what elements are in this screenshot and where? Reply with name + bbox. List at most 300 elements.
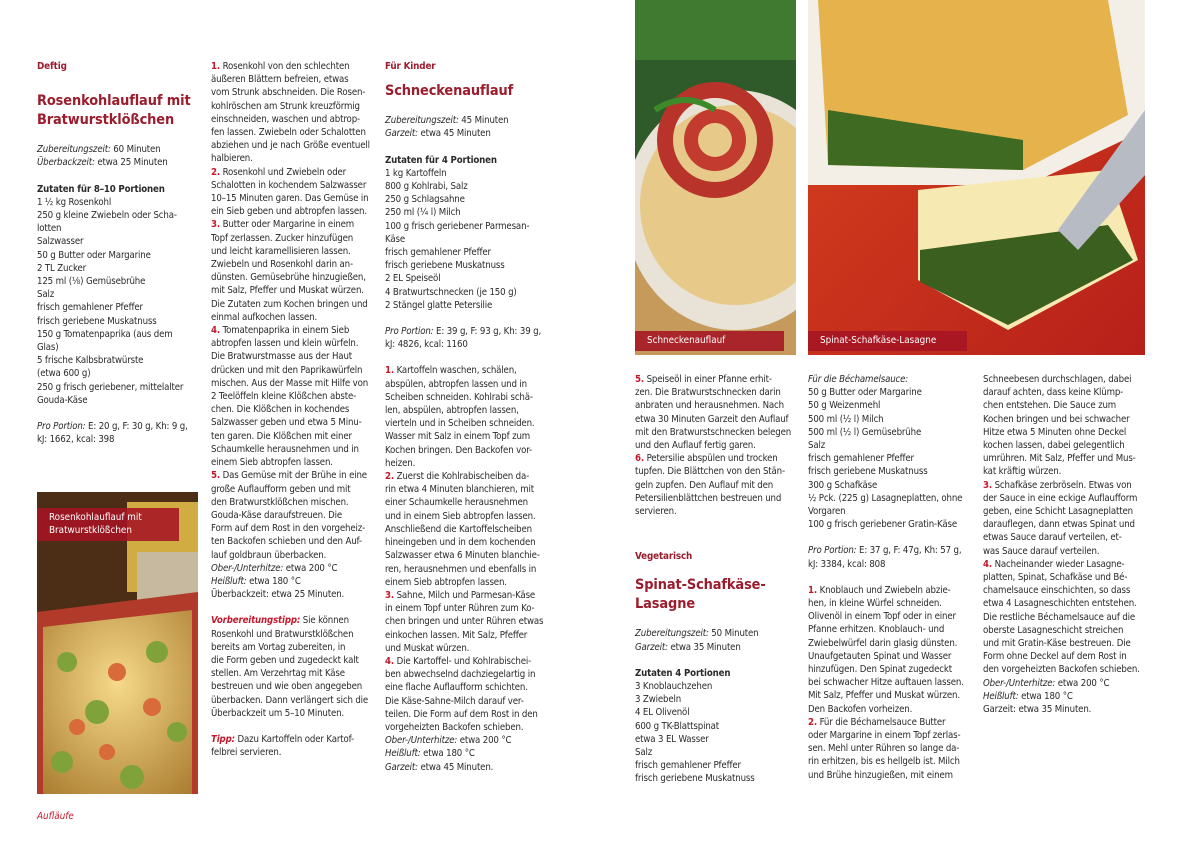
recipe3-step2-continued bbox=[983, 373, 1148, 479]
step-line: eine flache Auflaufform schichten. bbox=[385, 682, 528, 694]
recipe3-title-line: Spinat-Schafkäse- bbox=[635, 577, 766, 594]
step-line: chen bringen und unter Rühren etwas bbox=[385, 616, 544, 628]
step-line: anbraten und herausnehmen. Nach bbox=[635, 400, 784, 412]
ingredient-item: frisch geriebene Muskatnuss bbox=[635, 773, 755, 785]
step-line: 2 Teelöffeln kleine Klößchen abste- bbox=[211, 391, 357, 403]
step-line: hinzufügen. Den Spinat zugedeckt bbox=[808, 664, 952, 676]
step-line: was Sauce darauf verteilen. bbox=[983, 545, 1100, 557]
time-label: Zubereitungszeit: bbox=[37, 144, 111, 156]
ingredient-item: 2 Stängel glatte Petersilie bbox=[385, 299, 493, 311]
step-line: bei schwacher Hitze auftauen lassen. bbox=[808, 677, 964, 689]
step-line: dünsten. Gemüsebrühe hinzugießen, bbox=[211, 272, 366, 284]
step-line: einschneiden, waschen und abtrop- bbox=[211, 113, 360, 125]
time-label: Garzeit: bbox=[635, 641, 668, 653]
step-number: 2. bbox=[385, 471, 394, 483]
recipe3-steps bbox=[808, 584, 973, 782]
caption-lasagne: Spinat-Schafkäse-Lasagne bbox=[808, 331, 967, 351]
tip-line: felbrei servieren. bbox=[211, 747, 282, 759]
step-line: chen. Die Klößchen in kochendes bbox=[211, 404, 350, 416]
step-line: heizen. bbox=[385, 457, 416, 469]
column-5 bbox=[808, 373, 973, 782]
ingredient-item: ½ Pck. (225 g) Lasagneplatten, ohne bbox=[808, 492, 963, 504]
ingredient-item: 2 EL Speiseöl bbox=[385, 273, 441, 285]
step-line bbox=[211, 469, 376, 482]
step-line: Schalotten in kochendem Salzwasser bbox=[211, 179, 367, 191]
tip-text: Dazu Kartoffeln oder Kartof- bbox=[234, 733, 354, 745]
step-line: den vorgeheizten Backofen schieben. bbox=[983, 664, 1140, 676]
step-line: darauf achten, dass keine Klümp- bbox=[983, 387, 1124, 399]
step-line: Schaumkelle herausnehmen und in bbox=[211, 443, 359, 455]
ingredient-item: 100 g frisch geriebener Gratin-Käse bbox=[808, 519, 958, 531]
step-line: Salzwasser geben und etwa 5 Minu- bbox=[211, 417, 362, 429]
step-number: 1. bbox=[385, 365, 394, 377]
recipe2-category: Für Kinder bbox=[385, 61, 436, 72]
step-line bbox=[808, 716, 973, 729]
oven-line bbox=[211, 575, 376, 588]
ingredient-item: 125 ml (⅛) Gemüsebrühe bbox=[37, 276, 146, 288]
step-number: 3. bbox=[983, 479, 992, 491]
step-text: Petersilie abspülen und trocken bbox=[644, 453, 778, 465]
step-line: der Sauce in eine eckige Auflaufform bbox=[983, 492, 1138, 504]
recipe3-cook-time bbox=[635, 641, 800, 654]
oven-label: Heißluft: bbox=[385, 748, 421, 760]
step-line bbox=[211, 166, 376, 179]
time-value: etwa 25 Minuten bbox=[94, 157, 168, 169]
step-line: platten, Spinat, Schafkäse und Bé- bbox=[983, 572, 1128, 584]
step-line: Pfanne erhitzen. Knoblauch- und bbox=[808, 624, 945, 636]
step-line: in einem Topf unter Rühren zum Ko- bbox=[385, 603, 535, 615]
ingredient-item: 300 g Schafkäse bbox=[808, 479, 878, 491]
tip-text: Sie können bbox=[300, 615, 349, 627]
tip-line bbox=[211, 614, 376, 627]
step-text: Butter oder Margarine in einem bbox=[220, 219, 355, 231]
recipe3-title-line: Lasagne bbox=[635, 596, 695, 613]
step-line: abspülen, abtropfen lassen und in bbox=[385, 378, 527, 390]
ingredient-item: frisch geriebene Muskatnuss bbox=[808, 466, 928, 478]
oven-label: Ober-/Unterhitze: bbox=[983, 677, 1056, 689]
step-line: Die Bratwurstmasse aus der Haut bbox=[211, 351, 352, 363]
photo-lasagne bbox=[808, 0, 1145, 355]
caption-schneckenauflauf: Schneckenauflauf bbox=[635, 331, 784, 351]
step-number: 3. bbox=[385, 589, 394, 601]
nutrition-line: kJ: 1662, kcal: 398 bbox=[37, 434, 115, 446]
recipe2-nutrition bbox=[385, 325, 550, 338]
step-text: Rosenkohl von den schlechten bbox=[220, 61, 350, 72]
step-line: oder Margarine in einem Topf zerlas- bbox=[808, 730, 961, 742]
step-line: große Auflaufform geben und mit bbox=[211, 483, 351, 495]
step-text: Nacheinander wieder Lasagne- bbox=[992, 558, 1125, 570]
step-line: sen. Mehl unter Rühren so lange da- bbox=[808, 743, 960, 755]
step-line: Form auf dem Rost in den vorgeheiz- bbox=[211, 523, 366, 535]
step-line: einer Schaumkelle herausnehmen bbox=[385, 497, 528, 509]
step-line: und in einem Sieb abtropfen lassen. bbox=[385, 510, 536, 522]
step-number: 1. bbox=[211, 61, 220, 72]
step-number: 2. bbox=[211, 166, 220, 178]
step-line: chen entstehen. Die Sauce zum bbox=[983, 400, 1117, 412]
step-line: rin erhitzen, bis es hellgelb ist. Milch bbox=[808, 756, 960, 768]
ingredient-item: 1 ½ kg Rosenkohl bbox=[37, 196, 112, 208]
caption-rosenkohlauflauf bbox=[37, 508, 179, 541]
ingredient-item: 3 Zwiebeln bbox=[635, 694, 682, 706]
tip-line: überbacken. Dann verlängert sich die bbox=[211, 694, 369, 706]
nutrition-label: Pro Portion: bbox=[808, 545, 857, 557]
step-line: lauf goldbraun überbacken. bbox=[211, 549, 327, 561]
time-label: Überbackzeit: bbox=[37, 157, 95, 169]
oven-value: etwa 180 °C bbox=[420, 748, 475, 760]
time-value: 60 Minuten bbox=[110, 144, 161, 156]
step-line: einem Sieb abtropfen lassen. bbox=[211, 457, 333, 469]
tip-line bbox=[211, 733, 376, 746]
ingredient-item: 800 g Kohlrabi, Salz bbox=[385, 181, 468, 193]
recipe2-title: Schneckenauflauf bbox=[385, 83, 514, 100]
oven-line bbox=[385, 761, 550, 774]
step-line: abtropfen lassen und klein würfeln. bbox=[211, 338, 359, 350]
step-number: 5. bbox=[211, 470, 220, 482]
step-line bbox=[385, 655, 550, 668]
ingredient-item: frisch geriebene Muskatnuss bbox=[385, 260, 505, 272]
step-line: Schneebesen durchschlagen, dabei bbox=[983, 374, 1132, 385]
ingredient-item: 600 g TK-Blattspinat bbox=[635, 720, 720, 732]
step-line: oberste Lasagneschicht streichen bbox=[983, 624, 1124, 636]
step-line: vom Strunk abschneiden. Die Rosen- bbox=[211, 87, 366, 99]
column-6 bbox=[983, 373, 1148, 716]
recipe1-nutrition bbox=[37, 420, 197, 433]
column-4 bbox=[635, 373, 800, 786]
step-line: halbieren. bbox=[211, 153, 253, 165]
time-value: etwa 45 Minuten bbox=[417, 128, 491, 140]
step-line: Salzwasser etwa 6 Minuten blanchie- bbox=[385, 550, 540, 562]
step-line: geln zupfen. Den Auflauf mit den bbox=[635, 479, 774, 491]
oven-value: etwa 45 Minuten. bbox=[417, 761, 494, 773]
oven-line bbox=[983, 677, 1148, 690]
oven-value: etwa 200 °C bbox=[457, 735, 512, 747]
step-line: vierteln und in Scheiben schneiden. bbox=[385, 418, 535, 430]
tip-label: Tipp: bbox=[211, 733, 235, 745]
recipe1-bake-time bbox=[37, 156, 197, 169]
step-number: 3. bbox=[211, 219, 220, 231]
time-label: Zubereitungszeit: bbox=[385, 115, 459, 127]
nutrition-line: E: 37 g, F: 47g, Kh: 57 g, bbox=[856, 545, 962, 557]
recipe2-oven bbox=[385, 734, 550, 774]
oven-line bbox=[983, 690, 1148, 703]
step-line: Hitze etwa 5 Minuten ohne Deckel bbox=[983, 426, 1127, 438]
recipe2-ingredients-heading: Zutaten für 4 Portionen bbox=[385, 154, 497, 166]
step-line: ren, herausnehmen und ebenfalls in bbox=[385, 563, 537, 575]
step-line: ein Sieb geben und abtropfen lassen. bbox=[211, 206, 367, 218]
step-line: etwa 4 Lasagneschichten entstehen. bbox=[983, 598, 1137, 610]
step-line: drücken und mit den Paprikawürfeln bbox=[211, 364, 363, 376]
ingredient-item: Salz bbox=[808, 440, 826, 452]
ingredient-item: 500 ml (½ l) Milch bbox=[808, 413, 884, 425]
step-line: Wasser mit Salz in einem Topf zum bbox=[385, 431, 531, 443]
ingredient-item: (etwa 600 g) bbox=[37, 368, 91, 380]
step-line: einem Sieb abtropfen lassen. bbox=[385, 576, 507, 588]
recipe1-steps bbox=[211, 60, 376, 562]
step-line: Den Backofen vorheizen. bbox=[808, 703, 913, 715]
step-line: umrühren. Mit Salz, Pfeffer und Mus- bbox=[983, 453, 1136, 465]
step-text: Kartoffeln waschen, schälen, bbox=[394, 365, 517, 377]
recipe1-category: Deftig bbox=[37, 61, 67, 72]
ingredient-item: 500 ml (½ l) Gemüsebrühe bbox=[808, 426, 922, 438]
time-label: Garzeit: bbox=[385, 128, 418, 140]
step-line: Kochen bringen. Den Backofen vor- bbox=[385, 444, 532, 456]
ingredient-item: Glas) bbox=[37, 342, 59, 354]
step-line: kohlröschen am Strunk kreuzförmig bbox=[211, 100, 360, 112]
oven-value: etwa 180 °C bbox=[246, 575, 301, 587]
tip-label: Vorbereitungstipp: bbox=[211, 615, 301, 627]
ingredient-item: 50 g Butter oder Margarine bbox=[808, 387, 922, 399]
ingredient-item: 2 TL Zucker bbox=[37, 262, 87, 274]
ingredient-item: Vorgaren bbox=[808, 506, 846, 518]
recipe1-oven bbox=[211, 562, 376, 602]
nutrition-line: E: 39 g, F: 93 g, Kh: 39 g, bbox=[433, 326, 542, 338]
oven-line bbox=[211, 588, 376, 601]
recipe3-nutrition bbox=[808, 544, 973, 557]
ingredient-item: 3 Knoblauchzehen bbox=[635, 681, 713, 693]
step-number: 2. bbox=[808, 716, 817, 728]
oven-label: Heißluft: bbox=[983, 690, 1019, 702]
step-text: Sahne, Milch und Parmesan-Käse bbox=[394, 589, 536, 601]
oven-label: Garzeit: bbox=[385, 761, 418, 773]
step-line: vorgeheizten Backofen schieben. bbox=[385, 721, 524, 733]
page-footer: Aufläufe bbox=[37, 811, 74, 822]
nutrition-line: E: 20 g, F: 30 g, Kh: 9 g, bbox=[85, 421, 188, 433]
photo-schneckenauflauf bbox=[635, 0, 796, 355]
ingredient-item: 250 g kleine Zwiebeln oder Scha- bbox=[37, 210, 177, 222]
step-line bbox=[983, 479, 1148, 492]
ingredient-item: lotten bbox=[37, 223, 62, 235]
step-line bbox=[211, 60, 376, 73]
ingredient-item: 150 g Tomatenpaprika (aus dem bbox=[37, 328, 173, 340]
oven-line bbox=[983, 703, 1148, 716]
recipe3-sauce-heading: Für die Béchamelsauce: bbox=[808, 374, 909, 385]
step-line: Zwiebeln und Rosenkohl darin an- bbox=[211, 259, 353, 271]
step-line: abziehen und je nach Größe eventuell bbox=[211, 140, 370, 152]
ingredient-item: 1 kg Kartoffeln bbox=[385, 167, 447, 179]
step-line: zen. Die Bratwurstschnecken darin bbox=[635, 387, 781, 399]
step-line: kochen lassen, dabei gelegentlich bbox=[983, 440, 1125, 452]
ingredient-item: Salz bbox=[37, 289, 55, 301]
oven-value: etwa 180 °C bbox=[1018, 690, 1073, 702]
step-line bbox=[211, 324, 376, 337]
time-value: 45 Minuten bbox=[458, 115, 509, 127]
step-line: Zwiebelwürfel darin glasig dünsten. bbox=[808, 637, 958, 649]
step-line: und leicht karamellisieren lassen. bbox=[211, 245, 351, 257]
step-line: Die restliche Béchamelsauce auf die bbox=[983, 611, 1136, 623]
schneckenauflauf-illustration bbox=[635, 0, 796, 355]
time-value: etwa 35 Minuten bbox=[667, 641, 741, 653]
step-line bbox=[808, 584, 973, 597]
oven-value: Überbackzeit: etwa 25 Minuten. bbox=[211, 589, 345, 601]
recipe3-prep-time bbox=[635, 627, 800, 640]
step-line: ten garen. Die Klößchen mit einer bbox=[211, 430, 352, 442]
column-2 bbox=[211, 60, 376, 759]
step-line: Die Zutaten zum Kochen bringen und bbox=[211, 298, 368, 310]
ingredient-item: 5 frische Kalbsbratwürste bbox=[37, 355, 144, 367]
step-line: und mit Gratin-Käse bestreuen. Die bbox=[983, 638, 1131, 650]
recipe3-steps-continued bbox=[983, 479, 1148, 677]
ingredient-item: 50 g Butter oder Margarine bbox=[37, 249, 151, 261]
step-text: Rosenkohl und Zwiebeln oder bbox=[220, 166, 347, 178]
ingredient-item: 250 g frisch geriebener, mittelalter bbox=[37, 381, 184, 393]
oven-value: etwa 200 °C bbox=[1055, 677, 1110, 689]
tip-line: stellen. Am Verzehrtag mit Käse bbox=[211, 668, 345, 680]
step-line: und Brühe hinzugießen, mit einem bbox=[808, 769, 953, 781]
step-text: Schafkäse zerbröseln. Etwas von bbox=[992, 479, 1132, 491]
step-line: Die Käse-Sahne-Milch darauf ver- bbox=[385, 695, 524, 707]
column-3 bbox=[385, 60, 550, 774]
step-line: etwas Sauce darauf verteilen, et- bbox=[983, 532, 1122, 544]
step-line: Form ohne Deckel auf dem Rost in bbox=[983, 651, 1127, 663]
recipe2-steps bbox=[385, 364, 550, 734]
step-text: Das Gemüse mit der Brühe in eine bbox=[220, 470, 367, 482]
time-label: Zubereitungszeit: bbox=[635, 628, 709, 640]
recipe2-prep-time bbox=[385, 114, 550, 127]
step-line: hineingeben und in dem kochenden bbox=[385, 537, 536, 549]
step-line: mischen. Aus der Masse mit Hilfe von bbox=[211, 377, 369, 389]
time-value: 50 Minuten bbox=[708, 628, 759, 640]
step-line: äußeren Blättern befreien, etwas bbox=[211, 74, 349, 86]
ingredient-item: frisch gemahlener Pfeffer bbox=[385, 247, 491, 259]
recipe1-ingredients-heading: Zutaten für 8–10 Portionen bbox=[37, 183, 165, 195]
recipe3-sauce-ingredients bbox=[808, 386, 973, 531]
ingredient-item: 4 EL Olivenöl bbox=[635, 707, 690, 719]
recipe3-ingredients-list bbox=[635, 680, 800, 786]
oven-line bbox=[385, 747, 550, 760]
step-line: geben, eine Schicht Lasagneplatten bbox=[983, 506, 1133, 518]
step-line: Kochen bringen und bei schwacher bbox=[983, 413, 1130, 425]
step-line: einmal aufkochen lassen. bbox=[211, 311, 318, 323]
recipe1-tip-vorbereitung bbox=[211, 614, 376, 720]
step-line: rin etwa 4 Minuten blanchieren, mit bbox=[385, 484, 534, 496]
oven-label: Ober-/Unterhitze: bbox=[211, 562, 284, 574]
ingredient-item: frisch gemahlener Pfeffer bbox=[37, 302, 143, 314]
ingredient-item: Gouda-Käse bbox=[37, 394, 88, 406]
step-line bbox=[635, 373, 800, 386]
ingredient-item: etwa 3 EL Wasser bbox=[635, 733, 709, 745]
step-line bbox=[983, 558, 1148, 571]
step-line: mit Salz, Pfeffer und Muskat würzen. bbox=[211, 285, 364, 297]
ingredient-item: frisch gemahlener Pfeffer bbox=[635, 760, 741, 772]
recipe3-category: Vegetarisch bbox=[635, 551, 693, 563]
column-1 bbox=[37, 60, 197, 446]
step-text: Für die Béchamelsauce Butter bbox=[817, 716, 946, 728]
step-line: Anschließend die Kartoffelscheiben bbox=[385, 523, 532, 535]
step-line bbox=[385, 470, 550, 483]
step-line: Topf zerlassen. Zucker hinzufügen bbox=[211, 232, 354, 244]
step-line: darauflegen, dann etwas Spinat und bbox=[983, 519, 1135, 531]
recipe2-steps-continued bbox=[635, 373, 800, 518]
step-text: Die Kartoffel- und Kohlrabischei- bbox=[394, 655, 532, 667]
ingredient-item: 250 g Schlagsahne bbox=[385, 194, 465, 206]
step-line: Scheiben schneiden. Kohlrabi schä- bbox=[385, 391, 533, 403]
tip-line: bestreuen und wie oben angegeben bbox=[211, 681, 363, 693]
step-line: und Muskat würzen. bbox=[385, 642, 470, 654]
nutrition-line: kJ: 4826, kcal: 1160 bbox=[385, 339, 468, 351]
step-line bbox=[385, 364, 550, 377]
step-number: 4. bbox=[385, 655, 394, 667]
recipe2-ingredients-list bbox=[385, 167, 550, 312]
ingredient-item: Salz bbox=[635, 747, 653, 759]
ingredient-item: 250 ml (¼ l) Milch bbox=[385, 207, 461, 219]
step-line: einkochen lassen. Mit Salz, Pfeffer bbox=[385, 629, 528, 641]
oven-value: etwa 200 °C bbox=[283, 562, 338, 574]
step-line: ten Backofen schieben und den Auf- bbox=[211, 536, 362, 548]
step-line: kat kräftig würzen. bbox=[983, 466, 1062, 478]
step-text: Speiseöl in einer Pfanne erhit- bbox=[644, 374, 772, 385]
caption-line: Rosenkohlauflauf mit bbox=[49, 512, 142, 523]
recipe1-tip bbox=[211, 733, 376, 759]
step-number: 4. bbox=[983, 558, 992, 570]
step-text: Tomatenpaprika in einem Sieb bbox=[220, 325, 350, 337]
ingredient-item: Salzwasser bbox=[37, 236, 84, 248]
step-line: Olivenöl in einem Topf oder in einer bbox=[808, 611, 956, 623]
ingredient-item: 100 g frisch geriebener Parmesan- bbox=[385, 220, 530, 232]
step-number: 5. bbox=[635, 374, 644, 385]
ingredient-item: Käse bbox=[385, 233, 405, 245]
ingredient-item: 4 Bratwurtschnecken (je 150 g) bbox=[385, 286, 517, 298]
tip-line: Überbackzeit um 5–10 Minuten. bbox=[211, 707, 345, 719]
oven-line bbox=[211, 562, 376, 575]
oven-value: Garzeit: etwa 35 Minuten. bbox=[983, 704, 1092, 716]
tip-line: bereits am Vortag zubereiten, in bbox=[211, 641, 346, 653]
ingredient-item: frisch gemahlener Pfeffer bbox=[808, 453, 914, 465]
step-line: servieren. bbox=[635, 506, 677, 518]
step-line: hen, in kleine Würfel schneiden. bbox=[808, 598, 942, 610]
tip-line: Rosenkohl und Bratwurstklößchen bbox=[211, 628, 354, 640]
step-line: Petersilienblättchen bestreuen und bbox=[635, 492, 782, 504]
recipe1-ingredients-list bbox=[37, 196, 197, 407]
step-line: mit den Bratwurstschnecken belegen bbox=[635, 426, 792, 438]
step-line: teilen. Die Form auf dem Rost in den bbox=[385, 708, 538, 720]
step-line: den Bratwurstklößchen mischen. bbox=[211, 496, 349, 508]
step-line: chamelsauce einschichten, so dass bbox=[983, 585, 1131, 597]
step-text: Zuerst die Kohlrabischeiben da- bbox=[394, 471, 530, 483]
recipe1-title-line: Bratwurstklößchen bbox=[37, 112, 175, 129]
step-line: tupfen. Die Blättchen von den Stän- bbox=[635, 466, 785, 478]
step-line: Unaufgetauten Spinat und Wasser bbox=[808, 650, 952, 662]
step-number: 4. bbox=[211, 325, 220, 337]
nutrition-label: Pro Portion: bbox=[37, 421, 86, 433]
step-line: ben abwechselnd dachziegelartig in bbox=[385, 669, 536, 681]
recipe3-oven bbox=[983, 677, 1148, 717]
oven-line bbox=[385, 734, 550, 747]
recipe3-ingredients-heading: Zutaten 4 Portionen bbox=[635, 667, 731, 679]
recipe1-title-line: Rosenkohlauflauf mit bbox=[37, 93, 191, 110]
step-number: 1. bbox=[808, 584, 817, 596]
step-line: Mit Salz, Pfeffer und Muskat würzen. bbox=[808, 690, 960, 702]
ingredient-item: frisch geriebene Muskatnuss bbox=[37, 315, 157, 327]
oven-label: Ober-/Unterhitze: bbox=[385, 735, 458, 747]
step-line bbox=[635, 452, 800, 465]
nutrition-label: Pro Portion: bbox=[385, 326, 434, 338]
recipe1-prep-time bbox=[37, 143, 197, 156]
step-line bbox=[385, 589, 550, 602]
lasagne-illustration bbox=[808, 0, 1145, 355]
oven-label: Heißluft: bbox=[211, 575, 247, 587]
step-line: len, abspülen, abtropfen lassen, bbox=[385, 405, 519, 417]
recipe2-cook-time bbox=[385, 127, 550, 140]
nutrition-line: kJ: 3384, kcal: 808 bbox=[808, 558, 886, 570]
step-line: fen lassen. Zwiebeln oder Schalotten bbox=[211, 127, 366, 139]
ingredient-item: 50 g Weizenmehl bbox=[808, 400, 881, 412]
step-line: und den Auflauf fertig garen. bbox=[635, 440, 756, 452]
step-line bbox=[211, 218, 376, 231]
step-line: etwa 30 Minuten Garzeit den Auflauf bbox=[635, 413, 789, 425]
caption-line: Bratwurstklößchen bbox=[49, 525, 132, 536]
step-text: Knoblauch und Zwiebeln abzie- bbox=[817, 584, 951, 596]
step-line: 10–15 Minuten garen. Das Gemüse in bbox=[211, 193, 369, 205]
